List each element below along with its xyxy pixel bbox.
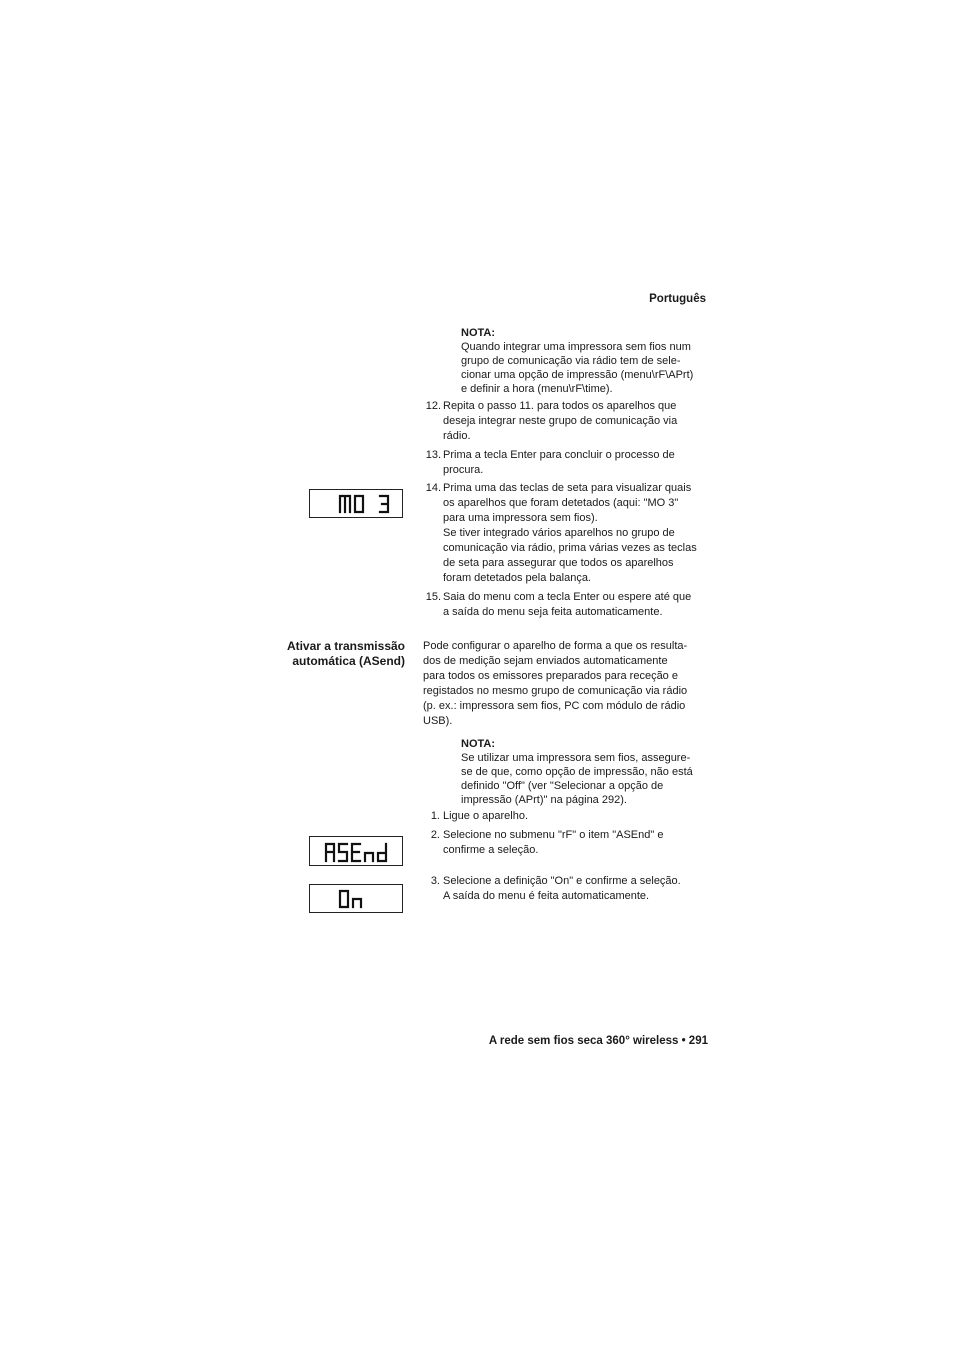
step-number: 12. — [425, 400, 441, 412]
note-block — [461, 326, 713, 396]
note-body: Se utilizar uma impressora sem fios, assegure- se de que, como opção de impressão, não está definido "Off" (ver "Selecionar a opção de impressão (APrt)" na página 292). — [461, 752, 693, 806]
lcd-segments-mo3 — [310, 490, 404, 519]
step-number: 1. — [430, 810, 440, 822]
section-heading-line: automática (ASend) — [292, 654, 405, 668]
list-item — [423, 809, 713, 824]
lcd-segments-asend — [310, 837, 404, 867]
section-heading — [250, 639, 405, 669]
language-label: Português — [649, 293, 706, 305]
list-item — [423, 874, 713, 904]
section-intro: Pode configurar o aparelho de forma a que os resulta- dos de medição sejam enviados automaticamente para todos os emissores preparados para receção e registados no mesmo grupo de comunicação via rádio (p. ex.: impressora sem fios, PC com módulo de rádio USB). — [423, 640, 688, 727]
lcd-display-on — [309, 884, 403, 913]
step-text: Selecione no submenu "rF" o item "ASEnd" e confirme a seleção. — [443, 829, 664, 856]
step-text: Prima uma das teclas de seta para visualizar quais os aparelhos que foram detetados (aqui: "MO 3" para uma impressora sem fios). Se tiver integrado vários aparelhos no grupo de comunicação via rádio, prima várias vezes as teclas de seta para assegurar que todos os aparelhos foram detetados pela balança. — [443, 482, 697, 584]
list-item — [423, 448, 713, 478]
step-text: Prima a tecla Enter para concluir o processo de procura. — [443, 449, 675, 476]
note-block — [461, 737, 713, 807]
lcd-display-asend — [309, 836, 403, 866]
note-body: Quando integrar uma impressora sem fios num grupo de comunicação via rádio tem de sele- cionar uma opção de impressão (menu\rF\APrt) e definir a hora (menu\rF\time). — [461, 341, 694, 395]
list-item — [423, 399, 713, 444]
step-number: 2. — [430, 829, 440, 841]
step-number: 15. — [425, 591, 441, 603]
step-number: 13. — [425, 449, 441, 461]
page-footer: A rede sem fios seca 360° wireless • 291 — [488, 1035, 708, 1047]
step-text: Repita o passo 11. para todos os aparelhos que deseja integrar neste grupo de comunicação via rádio. — [443, 400, 678, 442]
list-item — [423, 828, 713, 858]
note-title: NOTA: — [461, 327, 496, 339]
lcd-display-mo3 — [309, 489, 403, 518]
step-text: Selecione a definição "On" e confirme a seleção. A saída do menu é feita automaticamente. — [443, 875, 681, 902]
note-title: NOTA: — [461, 738, 496, 750]
section-heading-line: Ativar a transmissão — [286, 639, 405, 653]
list-item — [423, 481, 713, 586]
step-text: Saia do menu com a tecla Enter ou espere até que a saída do menu seja feita automaticamente. — [443, 591, 692, 618]
list-item — [423, 590, 713, 620]
step-number: 14. — [425, 482, 441, 494]
lcd-segments-on — [310, 885, 404, 914]
step-text: Ligue o aparelho. — [443, 810, 529, 822]
step-number: 3. — [430, 875, 440, 887]
